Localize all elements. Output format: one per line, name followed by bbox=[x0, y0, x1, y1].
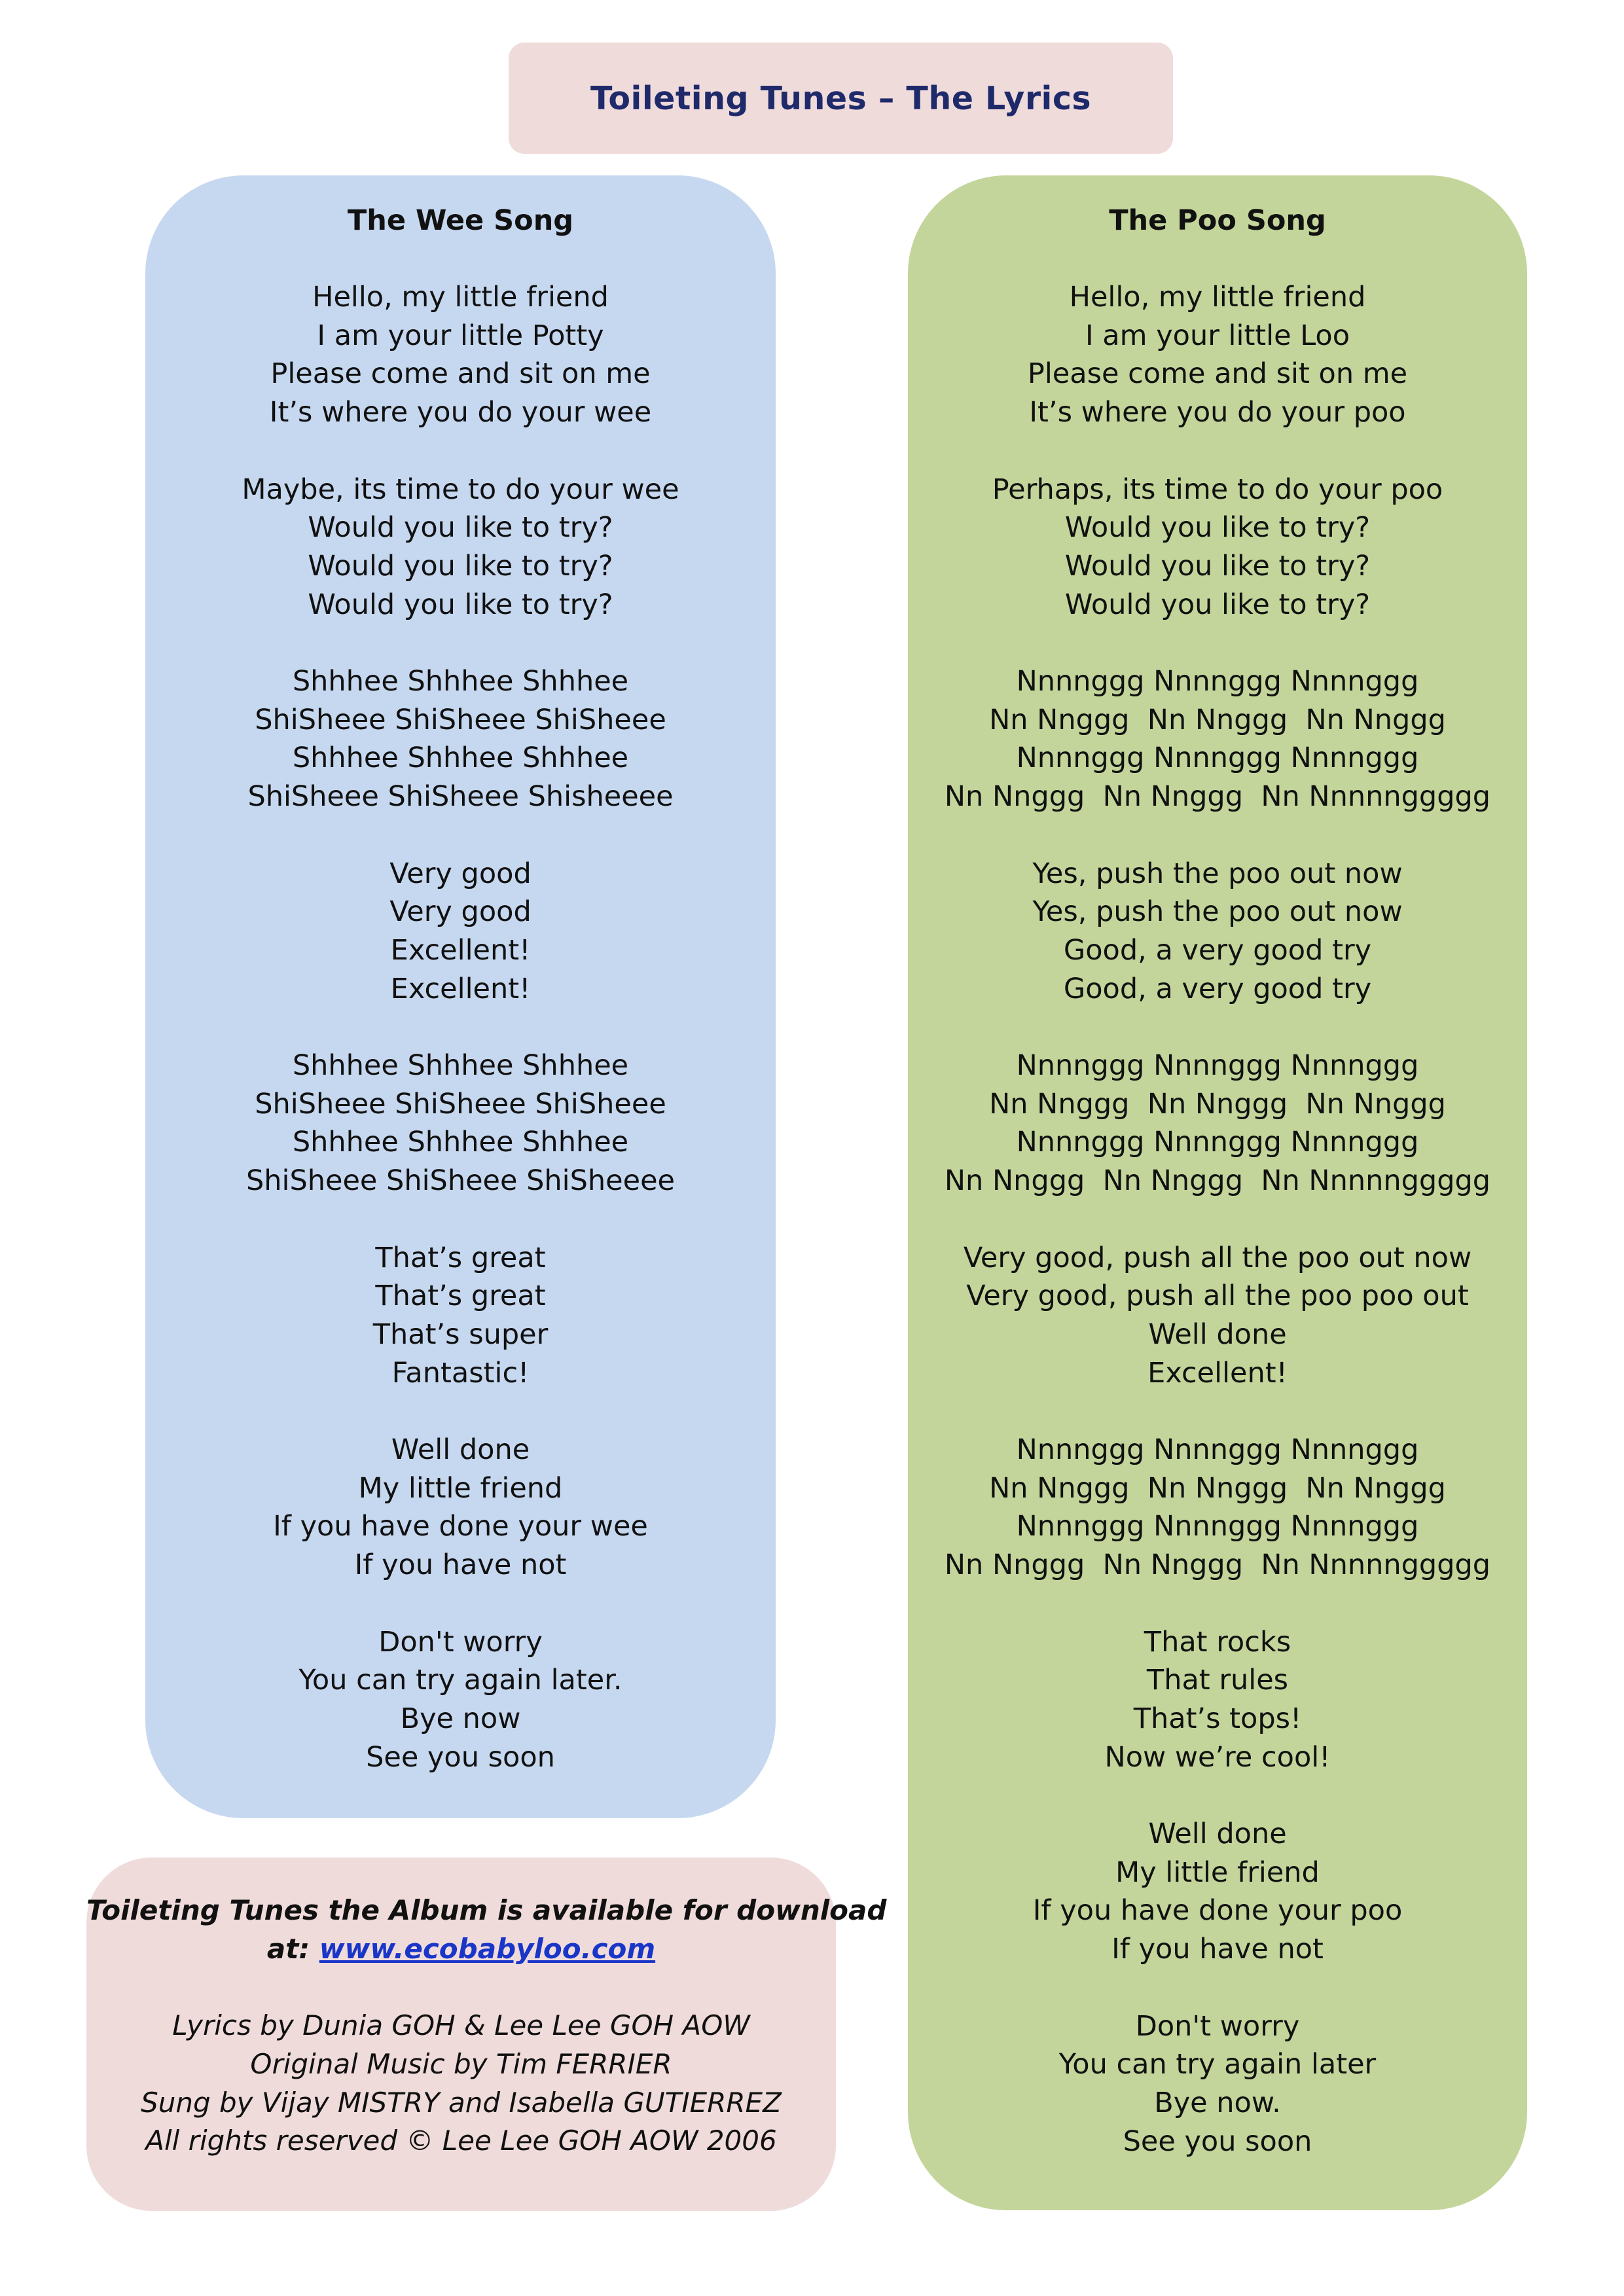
lyric-line: Don't worry bbox=[1135, 2009, 1300, 2043]
lyrics-stanza bbox=[145, 1047, 776, 1200]
lyric-line: Would you like to try? bbox=[1064, 511, 1371, 545]
lyric-line: Nn Nnggg Nn Nnggg Nn Nnggg bbox=[989, 1087, 1446, 1121]
credit-line: All rights reserved © Lee Lee GOH AOW 2006 bbox=[145, 2125, 777, 2157]
lyric-line: Nn Nnggg Nn Nnggg Nn Nnnnnggggg bbox=[944, 1549, 1491, 1582]
wee-song-lyrics bbox=[145, 278, 776, 1815]
lyric-line: Excellent! bbox=[390, 933, 531, 967]
title-banner bbox=[509, 43, 1173, 154]
lyric-line: Nnnnggg Nnnnggg Nnnnggg bbox=[1016, 1049, 1419, 1082]
lyrics-stanza bbox=[908, 1239, 1527, 1393]
lyric-line: Nn Nnggg Nn Nnggg Nn Nnggg bbox=[989, 1471, 1446, 1505]
lyric-line: See you soon bbox=[1123, 2125, 1312, 2158]
credit-line: Sung by Vijay MISTRY and Isabella GUTIERREZ bbox=[141, 2086, 782, 2119]
lyric-line: Would you like to try? bbox=[1064, 588, 1371, 621]
lyric-line: Maybe, its time to do your wee bbox=[242, 473, 679, 506]
lyric-line: Nn Nnggg Nn Nnggg Nn Nnnnnggggg bbox=[944, 1164, 1491, 1198]
lyrics-stanza bbox=[908, 2007, 1527, 2161]
album-info-panel bbox=[86, 1857, 887, 2211]
page-title: Toileting Tunes – The Lyrics bbox=[590, 79, 1092, 117]
lyrics-stanza bbox=[145, 1239, 776, 1393]
at-label: at: bbox=[266, 1932, 319, 1965]
lyric-line: Nnnnggg Nnnnggg Nnnnggg bbox=[1016, 1433, 1419, 1466]
lyric-line: It’s where you do your poo bbox=[1029, 396, 1406, 429]
lyric-line: Excellent! bbox=[1147, 1356, 1288, 1390]
lyric-line: See you soon bbox=[366, 1740, 555, 1774]
lyrics-stanza bbox=[145, 662, 776, 816]
lyric-line: Please come and sit on me bbox=[270, 357, 651, 391]
lyrics-stanza bbox=[145, 855, 776, 1009]
lyric-line: Nn Nnggg Nn Nnggg Nn Nnnnnggggg bbox=[944, 780, 1491, 814]
lyric-line: ShiSheee ShiSheee ShiSheee bbox=[255, 1087, 666, 1121]
wee-song-title: The Wee Song bbox=[347, 204, 574, 237]
lyric-line: Nnnnggg Nnnnggg Nnnnggg bbox=[1016, 665, 1419, 698]
lyric-line: Good, a very good try bbox=[1063, 972, 1372, 1005]
lyrics-stanza bbox=[908, 855, 1527, 1009]
lyric-line: You can try again later bbox=[1058, 2048, 1377, 2081]
lyric-line: That rocks bbox=[1144, 1625, 1291, 1659]
lyric-line: That’s tops! bbox=[1133, 1702, 1302, 1735]
lyric-line: Bye now. bbox=[1154, 2086, 1281, 2119]
lyrics-stanza bbox=[908, 471, 1527, 624]
lyric-line: I am your little Loo bbox=[1085, 319, 1350, 352]
wee-song-panel bbox=[145, 175, 776, 1818]
lyric-line: Nnnnggg Nnnnggg Nnnnggg bbox=[1016, 1510, 1419, 1543]
lyric-line: That’s super bbox=[372, 1318, 549, 1351]
lyric-line: My little friend bbox=[1115, 1856, 1320, 1889]
lyric-line: ShiSheee ShiSheee ShiSheeee bbox=[245, 1164, 675, 1198]
lyric-line: Would you like to try? bbox=[308, 511, 613, 545]
lyric-line: Very good bbox=[389, 895, 532, 929]
lyrics-stanza bbox=[908, 1431, 1527, 1585]
lyric-line: ShiSheee ShiSheee ShiSheee bbox=[255, 703, 666, 736]
lyric-line: Would you like to try? bbox=[308, 549, 613, 583]
lyric-line: That’s great bbox=[375, 1280, 546, 1313]
lyric-line: I am your little Potty bbox=[317, 319, 604, 352]
lyrics-stanza bbox=[145, 1623, 776, 1777]
lyric-line: Very good, push all the poo poo out bbox=[966, 1280, 1469, 1313]
lyric-line: If you have done your wee bbox=[273, 1510, 648, 1543]
lyric-line: Yes, push the poo out now bbox=[1032, 857, 1403, 890]
lyric-line: Nn Nnggg Nn Nnggg Nn Nnggg bbox=[989, 703, 1446, 736]
lyrics-stanza bbox=[145, 278, 776, 432]
lyrics-stanza bbox=[908, 1623, 1527, 1777]
lyric-line: Bye now bbox=[400, 1702, 521, 1735]
lyric-line: Shhhee Shhhee Shhhee bbox=[292, 1049, 629, 1082]
lyric-line: Excellent! bbox=[390, 972, 531, 1005]
lyric-line: Good, a very good try bbox=[1063, 933, 1372, 967]
poo-song-panel bbox=[908, 175, 1527, 2210]
lyric-line: Well done bbox=[1148, 1318, 1287, 1351]
lyric-line: Would you like to try? bbox=[1064, 549, 1371, 583]
lyric-line: Well done bbox=[391, 1433, 530, 1466]
lyric-line: You can try again later. bbox=[298, 1664, 623, 1697]
poo-song-title: The Poo Song bbox=[1109, 204, 1326, 237]
lyric-line: Would you like to try? bbox=[308, 588, 613, 621]
album-availability-text: Toileting Tunes the Album is available for download bbox=[86, 1894, 887, 1926]
lyric-line: Very good bbox=[389, 857, 532, 890]
credit-line: Original Music by Tim FERRIER bbox=[250, 2047, 672, 2080]
lyrics-stanza bbox=[145, 1431, 776, 1585]
lyric-line: Shhhee Shhhee Shhhee bbox=[292, 742, 629, 775]
lyric-line: If you have not bbox=[1111, 1933, 1324, 1966]
lyrics-stanza bbox=[908, 1047, 1527, 1200]
lyric-line: Fantastic! bbox=[391, 1356, 530, 1390]
lyric-line: Nnnnggg Nnnnggg Nnnnggg bbox=[1016, 742, 1419, 775]
lyric-line: Hello, my little friend bbox=[1069, 281, 1366, 314]
poo-song-lyrics bbox=[908, 278, 1527, 2199]
lyrics-stanza bbox=[145, 471, 776, 624]
credit-line: Lyrics by Dunia GOH & Lee Lee GOH AOW bbox=[172, 2009, 750, 2042]
lyric-line: Yes, push the poo out now bbox=[1032, 895, 1403, 929]
lyric-line: Perhaps, its time to do your poo bbox=[992, 473, 1443, 506]
lyric-line: That rules bbox=[1146, 1664, 1289, 1697]
lyric-line: Shhhee Shhhee Shhhee bbox=[292, 665, 629, 698]
album-link-line bbox=[86, 1930, 836, 1969]
lyric-line: Nnnnggg Nnnnggg Nnnnggg bbox=[1016, 1126, 1419, 1159]
lyric-line: It’s where you do your wee bbox=[269, 396, 652, 429]
lyric-line: Don't worry bbox=[378, 1625, 543, 1659]
lyric-line: My little friend bbox=[358, 1471, 563, 1505]
lyric-line: Hello, my little friend bbox=[312, 281, 609, 314]
lyric-line: ShiSheee ShiSheee Shisheeee bbox=[247, 780, 674, 814]
lyrics-stanza bbox=[908, 1815, 1527, 1969]
lyric-line: Please come and sit on me bbox=[1027, 357, 1408, 391]
lyric-line: If you have not bbox=[354, 1549, 567, 1582]
lyric-line: If you have done your poo bbox=[1032, 1894, 1403, 1928]
lyrics-stanza bbox=[908, 662, 1527, 816]
lyrics-stanza bbox=[908, 278, 1527, 432]
lyric-line: Very good, push all the poo out now bbox=[963, 1241, 1472, 1274]
lyric-line: That’s great bbox=[375, 1241, 546, 1274]
album-download-link[interactable]: www.ecobabyloo.com bbox=[319, 1932, 656, 1965]
footer-spacer bbox=[86, 1968, 836, 2007]
lyric-line: Shhhee Shhhee Shhhee bbox=[292, 1126, 629, 1159]
lyric-line: Well done bbox=[1148, 1818, 1287, 1850]
lyric-line: Now we’re cool! bbox=[1104, 1740, 1331, 1774]
